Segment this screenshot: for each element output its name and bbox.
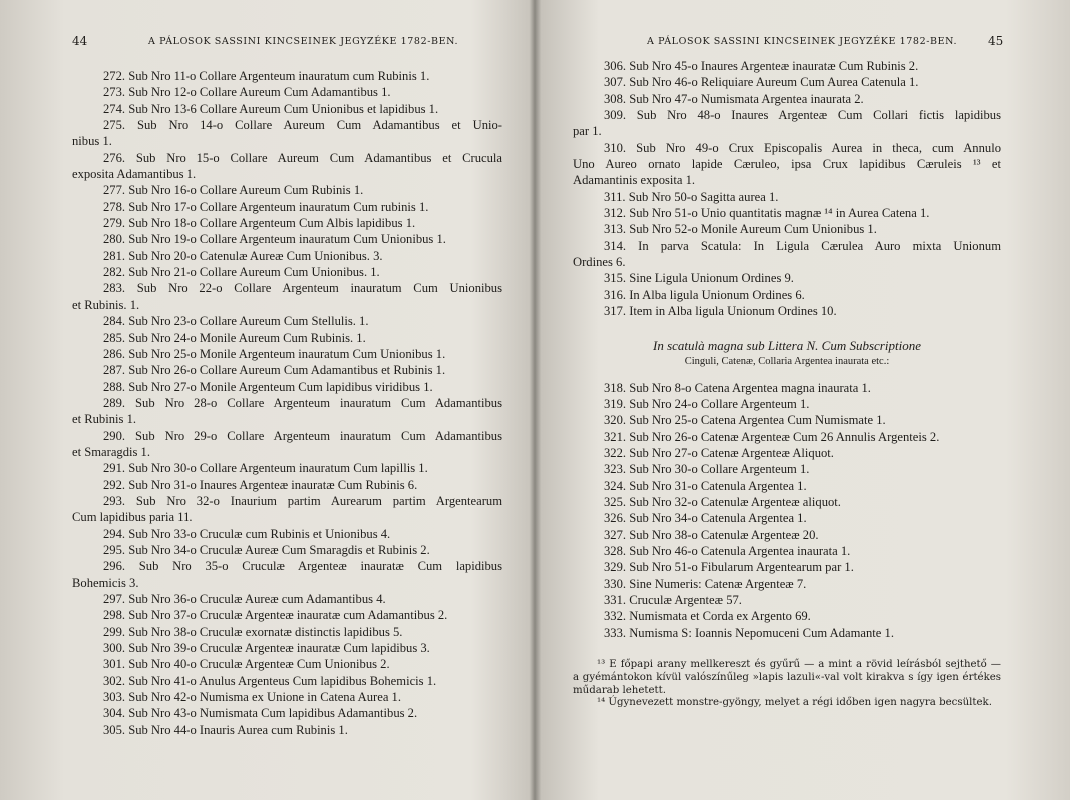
text-line: 303. Sub Nro 42-o Numisma ex Unione in Catena Aurea 1. — [103, 690, 402, 705]
text-line: 312. Sub Nro 51-o Unio quantitatis magnæ ¹⁴ in Aurea Catena 1. — [604, 206, 930, 221]
text-line: exposita Adamantibus 1. — [72, 167, 197, 182]
text-line: 317. Item in Alba ligula Unionum Ordines 10. — [604, 304, 837, 319]
text-line: 309. Sub Nro 48-o Inaures Argenteæ Cum Collari fictis lapidibus — [604, 108, 1001, 123]
text-line: 284. Sub Nro 23-o Collare Aureum Cum Stellulis. 1. — [103, 314, 369, 329]
text-line: Ordines 6. — [573, 255, 626, 270]
text-line: 314. In parva Scatula: In Ligula Cærulea Auro mixta Unionum — [604, 238, 1001, 253]
text-line: 328. Sub Nro 46-o Catenula Argentea inaurata 1. — [604, 543, 851, 558]
text-line: 299. Sub Nro 38-o Cruculæ exornatæ distinctis lapidibus 5. — [103, 624, 403, 639]
text-line: 276. Sub Nro 15-o Collare Aureum Cum Adamantibus et Crucula — [103, 150, 502, 165]
text-line: 304. Sub Nro 43-o Numismata Cum lapidibus Adamantibus 2. — [103, 706, 418, 721]
text-line: Adamantinis exposita 1. — [573, 173, 696, 188]
text-line: Bohemicis 3. — [72, 575, 139, 590]
text-line: 318. Sub Nro 8-o Catena Argentea magna inaurata 1. — [604, 380, 871, 395]
text-line: 331. Cruculæ Argenteæ 57. — [604, 592, 742, 607]
text-line: 288. Sub Nro 27-o Monile Argenteum Cum lapidibus viridibus 1. — [103, 379, 433, 394]
text-line: 289. Sub Nro 28-o Collare Argenteum inauratum Cum Adamantibus — [103, 395, 502, 410]
text-line: 283. Sub Nro 22-o Collare Argenteum inauratum Cum Unionibus — [103, 281, 502, 296]
text-line: 300. Sub Nro 39-o Cruculæ Argenteæ inauratæ Cum lapidibus 3. — [103, 641, 430, 656]
text-line: 293. Sub Nro 32-o Inaurium partim Aurearum partim Argentearum — [103, 493, 502, 508]
section-subheading: Cinguli, Catenæ, Collaria Argentea inaurata etc.: — [684, 355, 890, 367]
text-line: et Smaragdis 1. — [72, 444, 150, 459]
text-line: et Rubinis. 1. — [72, 297, 140, 312]
text-line: ¹³ E főpapi arany mellkereszt és gyűrű — a mint a rövid leírásból sejthető — — [597, 659, 1001, 670]
text-line: 329. Sub Nro 51-o Fibularum Argentearum par 1. — [604, 560, 854, 575]
text-line: 308. Sub Nro 47-o Numismata Argentea inaurata 2. — [604, 91, 864, 106]
text-line: Uno Aureo ornato lapide Cæruleo, ipsa Crux lapidibus Cæruleis ¹³ et — [573, 157, 1001, 172]
text-line: 302. Sub Nro 41-o Anulus Argenteus Cum lapidibus Bohemicis 1. — [103, 673, 437, 688]
text-line: 282. Sub Nro 21-o Collare Aureum Cum Unionibus. 1. — [103, 265, 380, 280]
text-line: Cum lapidibus paria 11. — [72, 510, 193, 525]
text-line: 321. Sub Nro 26-o Catenæ Argenteæ Cum 26 Annulis Argenteis 2. — [604, 429, 940, 444]
page-number: 44 — [72, 34, 88, 48]
text-line: 307. Sub Nro 46-o Reliquiare Aureum Cum Aurea Catenula 1. — [604, 75, 919, 90]
text-line: 315. Sine Ligula Unionum Ordines 9. — [604, 271, 794, 286]
text-line: 278. Sub Nro 17-o Collare Argenteum inauratum Cum rubinis 1. — [103, 199, 429, 214]
text-line: 297. Sub Nro 36-o Cruculæ Aureæ cum Adamantibus 4. — [103, 592, 386, 606]
text-line: 319. Sub Nro 24-o Collare Argenteum 1. — [604, 396, 810, 411]
inventory-list — [573, 58, 1001, 320]
text-line: nibus 1. — [72, 134, 112, 149]
text-line: 323. Sub Nro 30-o Collare Argenteum 1. — [604, 462, 810, 477]
inventory-list — [72, 68, 502, 738]
text-line: 281. Sub Nro 20-o Catenulæ Aureæ Cum Unionibus. 3. — [103, 248, 383, 263]
text-line: 279. Sub Nro 18-o Collare Argenteum Cum Albis lapidibus 1. — [103, 216, 416, 231]
text-line: 301. Sub Nro 40-o Cruculæ Argenteæ Cum Unionibus 2. — [103, 657, 390, 672]
text-line: 326. Sub Nro 34-o Catenula Argentea 1. — [604, 511, 807, 526]
text-line: 277. Sub Nro 16-o Collare Aureum Cum Rubinis 1. — [103, 183, 364, 198]
running-head: A PÁLOSOK SASSINI KINCSEINEK JEGYZÉKE 1782-BEN. — [148, 36, 459, 47]
text-line: 325. Sub Nro 32-o Catenulæ Argenteæ aliquot. — [604, 494, 841, 509]
text-line: 310. Sub Nro 49-o Crux Episcopalis Aurea in theca, cum Annulo — [604, 140, 1001, 155]
text-line: 294. Sub Nro 33-o Cruculæ cum Rubinis et Unionibus 4. — [103, 526, 391, 541]
text-line: 306. Sub Nro 45-o Inaures Argenteæ inauratæ Cum Rubinis 2. — [604, 59, 919, 73]
text-line: 320. Sub Nro 25-o Catena Argentea Cum Numismate 1. — [604, 413, 886, 428]
text-line: 322. Sub Nro 27-o Catenæ Argenteæ Aliquot. — [604, 445, 834, 460]
text-line: ¹⁴ Úgynevezett monstre-gyöngy, melyet a régi időben igen nagyra becsültek. — [597, 697, 992, 709]
inventory-list — [573, 380, 1001, 642]
text-line: 313. Sub Nro 52-o Monile Aureum Cum Unionibus 1. — [604, 222, 877, 237]
inventory-column — [573, 58, 1001, 641]
text-line: 333. Numisma S: Ioannis Nepomuceni Cum Adamante 1. — [604, 625, 894, 640]
text-line: 285. Sub Nro 24-o Monile Aureum Cum Rubinis. 1. — [103, 330, 366, 345]
text-line: 292. Sub Nro 31-o Inaures Argenteæ inauratæ Cum Rubinis 6. — [103, 477, 418, 492]
text-line: 280. Sub Nro 19-o Collare Argenteum inauratum Cum Unionibus 1. — [103, 232, 446, 247]
text-line: 316. In Alba ligula Unionum Ordines 6. — [604, 287, 805, 302]
text-line: par 1. — [573, 124, 602, 139]
text-line: 311. Sub Nro 50-o Sagitta aurea 1. — [604, 189, 779, 204]
text-line: et Rubinis 1. — [72, 412, 137, 427]
text-line: 296. Sub Nro 35-o Cruculæ Argenteæ inauratæ Cum lapidibus — [103, 559, 502, 574]
text-line: 298. Sub Nro 37-o Cruculæ Argenteæ inauratæ cum Adamantibus 2. — [103, 608, 448, 623]
text-line: 275. Sub Nro 14-o Collare Aureum Cum Adamantibus et Unio- — [103, 118, 502, 133]
text-line: 287. Sub Nro 26-o Collare Aureum Cum Adamantibus et Rubinis 1. — [103, 363, 446, 378]
right-page — [535, 0, 1070, 800]
text-line: 324. Sub Nro 31-o Catenula Argentea 1. — [604, 478, 807, 493]
text-line: 274. Sub Nro 13-6 Collare Aureum Cum Unionibus et lapidibus 1. — [103, 101, 439, 116]
text-line: műdarab lehetett. — [573, 684, 666, 696]
text-line: 305. Sub Nro 44-o Inauris Aurea cum Rubinis 1. — [103, 722, 348, 737]
section-heading: In scatulà magna sub Littera N. Cum Subscriptione — [653, 337, 921, 353]
text-line: 330. Sine Numeris: Catenæ Argenteæ 7. — [604, 576, 807, 591]
text-line: a gyémántokon kívül valószínűleg »lapis lazuli«-val volt kirakva s így igen értékes — [573, 671, 1001, 683]
page-number: 45 — [988, 34, 1004, 48]
text-line: 272. Sub Nro 11-o Collare Argenteum inauratum cum Rubinis 1. — [103, 69, 430, 83]
footnotes — [573, 659, 1001, 710]
text-line: 295. Sub Nro 34-o Cruculæ Aureæ Cum Smaragdis et Rubinis 2. — [103, 542, 430, 557]
text-line: 286. Sub Nro 25-o Monile Argenteum inauratum Cum Unionibus 1. — [103, 346, 446, 361]
text-line: 273. Sub Nro 12-o Collare Aureum Cum Adamantibus 1. — [103, 85, 391, 100]
text-line: 291. Sub Nro 30-o Collare Argenteum inauratum Cum lapillis 1. — [103, 461, 428, 476]
text-line: 327. Sub Nro 38-o Catenulæ Argenteæ 20. — [604, 527, 819, 542]
running-head: A PÁLOSOK SASSINI KINCSEINEK JEGYZÉKE 1782-BEN. — [647, 36, 958, 47]
text-line: 290. Sub Nro 29-o Collare Argenteum inauratum Cum Adamantibus — [103, 428, 502, 443]
text-line: 332. Numismata et Corda ex Argento 69. — [604, 609, 811, 624]
